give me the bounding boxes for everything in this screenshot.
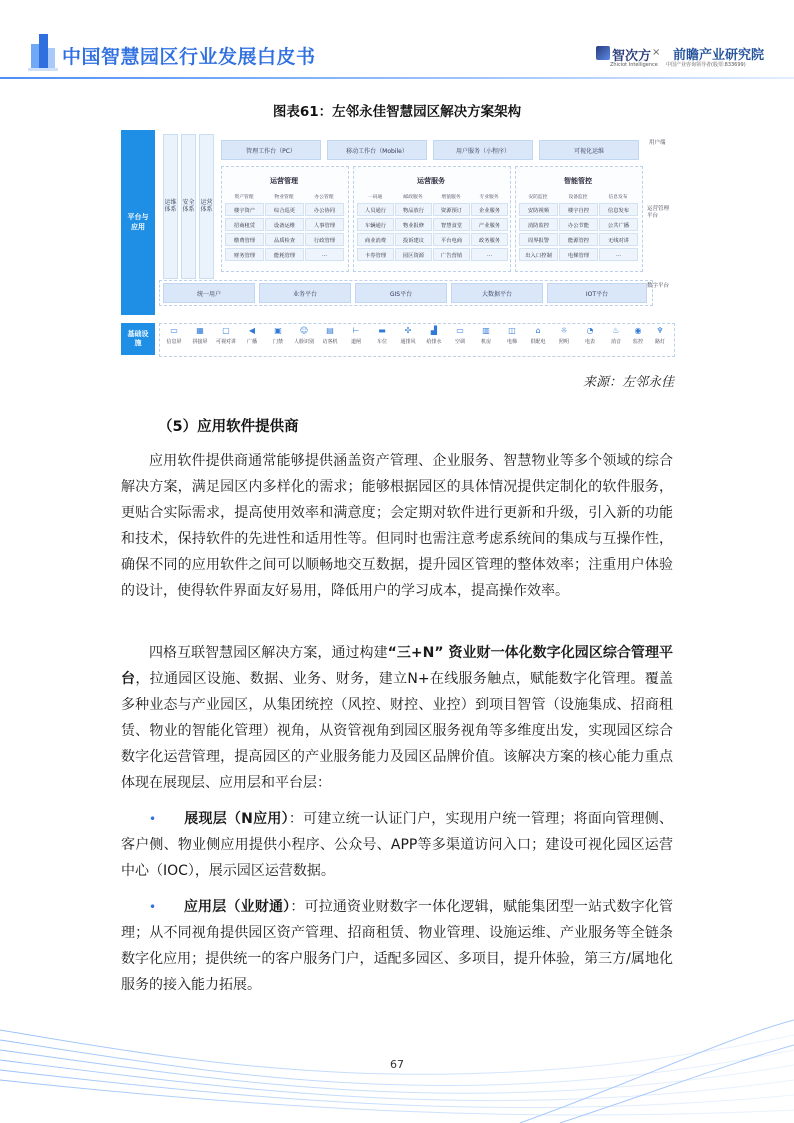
paragraph-1 [121, 448, 673, 604]
bullet-2-mark: • [149, 900, 157, 914]
panel3-box: 周界报警 [519, 233, 558, 246]
panel2-box: 政务服务 [471, 233, 508, 246]
panel3-sub: 信息发布 [608, 195, 628, 200]
speaker-icon: ◀ [248, 326, 256, 335]
panel3-box: 无线对讲 [599, 233, 638, 246]
figure-title: 图表61：左邻永佳智慧园区解决方案架构 [272, 104, 522, 120]
column-operation: 运营体系 [199, 134, 214, 279]
camera-icon: ◉ [634, 326, 642, 335]
device-item: ▦ 拼接屏 [189, 327, 211, 345]
column-ops: 运维体系 [163, 134, 178, 279]
panel-smart-control-title: 智能管控 [564, 177, 592, 185]
device-item: ◫ 电梯 [501, 327, 523, 345]
car-icon: ▬ [378, 326, 386, 335]
panel2-box: 物品放行 [395, 203, 432, 216]
panel1-box: 招商租赁 [225, 218, 264, 231]
bullet-2 [121, 894, 673, 998]
panel1-sub: 办公管理 [314, 195, 334, 200]
panel2-box: 商业消费 [357, 233, 394, 246]
left-label-infrastructure: 基础设施 [121, 323, 155, 355]
panel3-sub: 安防监控 [528, 195, 548, 200]
panel2-box: 产业服务 [471, 218, 508, 231]
top-bar-mobile: 移动工作台（Mobile） [327, 140, 427, 160]
panel2-sub: 增值服务 [441, 195, 461, 200]
aircon-icon: ▭ [456, 326, 464, 335]
screen-icon: ▭ [170, 326, 178, 335]
panel2-box: 智慧食堂 [433, 218, 470, 231]
fire-icon: ♨ [612, 326, 620, 335]
brand-qianzhan: 前瞻产业研究院 [673, 48, 765, 63]
ops-platform-label: 运营管理平台 [647, 206, 670, 220]
device-item: ▟ 给排水 [423, 327, 445, 345]
panel2-box: 园区资源 [395, 248, 432, 261]
platform-bigdata: 大数据平台 [451, 283, 543, 303]
bullet-1 [121, 806, 673, 884]
panel3-box: 电梯管理 [559, 248, 598, 261]
brand-zhiciot-sub: Zhiciot Intelligence [610, 62, 658, 68]
brand-zhiciot: 智次方 [612, 49, 652, 64]
panel1-box: 楼宇资产 [225, 203, 264, 216]
panel2-box: 卡券管理 [357, 248, 394, 261]
brand-zhiciot-icon [596, 46, 610, 60]
panel1-box: ... [305, 248, 344, 261]
bullet-1-mark: • [149, 812, 157, 826]
panel3-box: 信息发布 [599, 203, 638, 216]
architecture-diagram [121, 130, 673, 355]
device-item: ♨ 消音 [605, 327, 627, 345]
device-item: ◀ 广播 [241, 327, 263, 345]
panel3-sub: 设备监控 [568, 195, 588, 200]
device-item: ▣ 门禁 [267, 327, 289, 345]
panel1-box: 综合巡更 [265, 203, 304, 216]
barrier-gate-icon: ⊢ [352, 326, 360, 335]
device-item: ⊢ 道闸 [345, 327, 367, 345]
panel2-box: 企业服务 [471, 203, 508, 216]
left-label-platform: 平台与应用 [121, 130, 155, 315]
panel-ops-service-title: 运营服务 [417, 177, 445, 185]
panel1-sub: 资产管理 [234, 195, 254, 200]
panel3-box: 安防视频 [519, 203, 558, 216]
panel3-box: 办公节能 [559, 218, 598, 231]
light-icon: ☼ [560, 326, 568, 335]
device-item: ✣ 通排风 [397, 327, 419, 345]
panel3-box: 消防监控 [519, 218, 558, 231]
panel2-box: 平台电商 [433, 233, 470, 246]
document-title: 中国智慧园区行业发展白皮书 [62, 46, 316, 68]
device-item: ◔ 电表 [579, 327, 601, 345]
paragraph-1-text: 应用软件提供商通常能够提供涵盖资产管理、企业服务、智慧物业等多个领域的综合解决方案，满足园区内多样化的需求；能够根据园区的具体情况提供定制化的软件服务，更贴合实际需求，提高使用效率和满意度；会定期对软件进行更新和升级，引入新的功能和技术，保持软件的先进性和适用性等。但同时也需注意考虑系统间的集成与互操作性，确保不同的应用软件之间可以顺畅地交互数据，提升园区管理的整体效率；注重用户体验的设计，使得软件界面友好易用，降低用户的学习成本，提高操作效率。 [121, 453, 673, 599]
panel3-box: 能源管控 [559, 233, 598, 246]
platform-business: 业务平台 [259, 283, 351, 303]
panel1-box: 品质检查 [265, 233, 304, 246]
panel2-sub: 专业服务 [479, 195, 499, 200]
panel1-box: 财务管理 [225, 248, 264, 261]
building-logo-icon [28, 30, 58, 72]
device-item: ⌂ 供配电 [527, 327, 549, 345]
paragraph-2 [121, 640, 673, 796]
panel3-box: 楼宇自控 [559, 203, 598, 216]
panel1-box: 缴费管理 [225, 233, 264, 246]
device-item: ▭ 信息屏 [163, 327, 185, 345]
top-bar-visual-ops: 可视化运维 [539, 140, 639, 160]
panel2-box: 资源预订 [433, 203, 470, 216]
top-bar-miniprogram: 用户服务（小程序） [433, 140, 533, 160]
meter-icon: ◔ [586, 326, 594, 335]
page-number: 67 [390, 1058, 404, 1071]
panel3-box: 出入口控制 [519, 248, 558, 261]
panel1-sub: 物业管理 [274, 195, 294, 200]
panel2-box: 人员通行 [357, 203, 394, 216]
panel2-box: 车辆通行 [357, 218, 394, 231]
platform-iot: IOT平台 [547, 283, 647, 303]
panel1-box: 人事管理 [305, 218, 344, 231]
video-wall-icon: ▦ [196, 326, 204, 335]
device-item: ☼ 照明 [553, 327, 575, 345]
device-item: ♆ 路灯 [649, 327, 671, 345]
panel1-box: 设备运维 [265, 218, 304, 231]
user-side-label: 用户端 [649, 140, 666, 146]
column-security: 安全体系 [181, 134, 196, 279]
device-item: ▥ 机房 [475, 327, 497, 345]
top-bar-pc: 管理工作台（PC） [221, 140, 321, 160]
panel2-box: 物业报修 [395, 218, 432, 231]
figure-source: 来源：左邻永佳 [582, 375, 674, 390]
visitor-kiosk-icon: ▤ [326, 326, 334, 335]
panel-ops-mgmt-title: 运营管理 [270, 177, 298, 185]
platform-gis: GIS平台 [355, 283, 447, 303]
panel2-box: 投诉建议 [395, 233, 432, 246]
device-item: ▢ 可视对讲 [215, 326, 236, 345]
section-heading: （5）应用软件提供商 [158, 419, 299, 435]
header-divider [0, 77, 794, 79]
device-item: ▬ 车位 [371, 327, 393, 345]
paragraph-2-text: 四格互联智慧园区解决方案，通过构建“三+N” 资业财一体化数字化园区综合管理平台，拉通园区设施、数据、业务、财务，建立N+在线服务触点，赋能数字化管理。覆盖多种业态与产业园区，从集团统控（风控、财控、业控）到项目智管（设施集成、招商租赁、物业的智能化管理）视角，从资管视角到园区服务视角等多维度出发，实现园区综合数字化运营管理，提高园区的产业服务能力及园区品牌价值。该解决方案的核心能力重点体现在展现层、应用层和平台层： [121, 645, 674, 791]
panel3-box: 公共广播 [599, 218, 638, 231]
face-id-icon: ☺ [299, 326, 309, 335]
elevator-icon: ◫ [508, 326, 516, 335]
platform-unified-user: 统一用户 [163, 283, 255, 303]
panel1-box: 办公协同 [305, 203, 344, 216]
paragraph-2-bold: “三+N” 资业财一体化数字化园区综合管理平台 [121, 645, 673, 687]
server-room-icon: ▥ [482, 326, 490, 335]
panel1-box: 行政管理 [305, 233, 344, 246]
panel2-box: ... [471, 248, 508, 261]
panel1-box: 能耗管理 [265, 248, 304, 261]
device-item: ▤ 访客机 [319, 327, 341, 345]
device-item: ◉ 监控 [627, 327, 649, 345]
street-light-icon: ♆ [656, 326, 664, 335]
panel2-box: 广告营销 [433, 248, 470, 261]
power-icon: ⌂ [535, 326, 541, 335]
fan-icon: ✣ [404, 326, 412, 335]
panel2-sub: 一码通 [367, 195, 383, 200]
lock-icon: ▣ [274, 326, 282, 335]
device-item: ☺ 人脸识别 [293, 326, 314, 345]
intercom-icon: ▢ [222, 326, 230, 335]
bullet-2-text: • 应用层（业财通）：可拉通资业财数字一体化逻辑，赋能集团型一站式数字化管理；从不同视角提供园区资产管理、招商租赁、物业管理、设施运维、产业服务等全链条数字化应用；提供统一的客户服务门户，适配多园区、多项目，提升体验，第三方/属地化服务的接入能力拓展。 [121, 899, 674, 993]
panel3-box: ... [599, 248, 638, 261]
digital-platform-label: 数字平台 [647, 283, 670, 289]
device-item: ▭ 空调 [449, 327, 471, 345]
bullet-1-text: • 展现层（N应用）：可建立统一认证门户，实现用户统一管理；将面向管理侧、客户侧、物业侧应用提供小程序、公众号、APP等多渠道访问入口；建设可视化园区运营中心（IOC），展示园区运营数据。 [121, 811, 674, 879]
brand-qianzhan-sub: 中国产业咨询领导者(股票:833699) [666, 62, 746, 68]
water-icon: ▟ [430, 326, 438, 335]
brand-separator: × [652, 47, 661, 58]
panel2-sub: 邮政服务 [403, 195, 423, 200]
